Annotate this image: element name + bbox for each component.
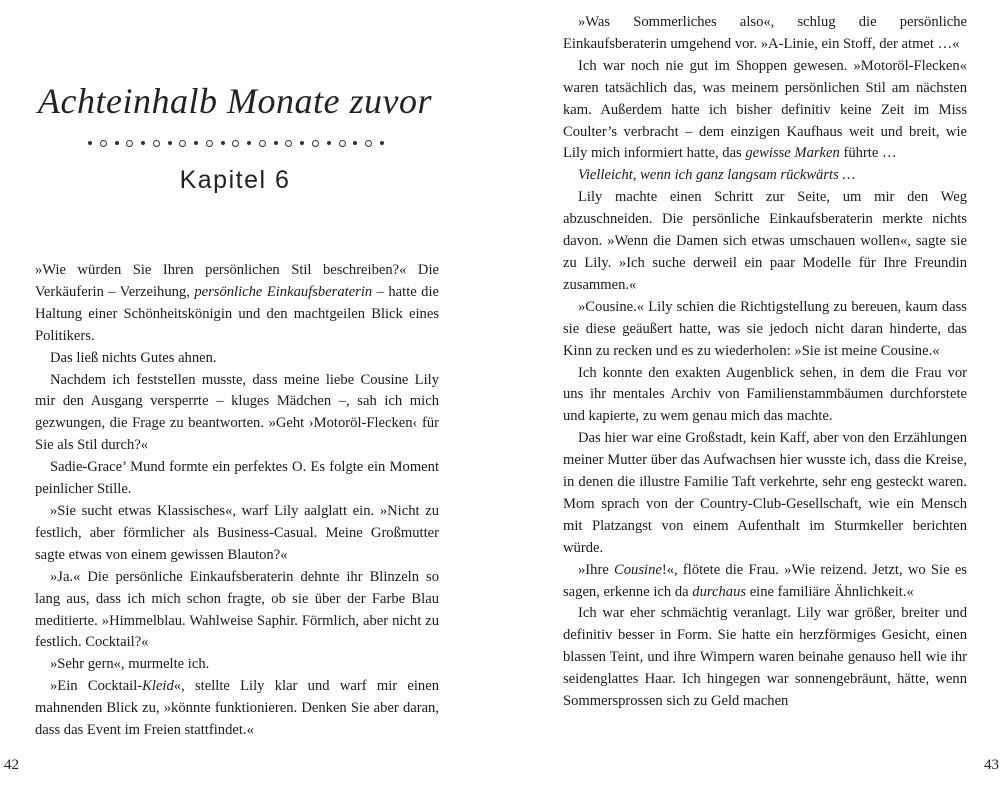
paragraph: »Wie würden Sie Ihren persönlichen Stil beschreiben?« Die Verkäuferin – Verzeihung, persönliche Einkaufsberaterin – hatte die Haltung einer Schönheitskönigin und den machtgeilen Blick eines Politikers. [35, 262, 439, 344]
body-text-right [563, 12, 967, 713]
paragraph: »Sehr gern«, murmelte ich. [50, 656, 210, 673]
paragraph: Das hier war eine Großstadt, kein Kaff, aber von den Erzählungen meiner Mutter über das Aufwachsen hier wusste ich, dass die Kreise, in denen die illustre Familie Taft verkehrte, sehr eng gesteckt waren. Mom sprach von der Country-Club-Gesellschaft, wie ein Mensch mit Platzangst von einem Aufenthalt im Sturmkeller berichten würde. [563, 430, 967, 556]
page-number: 43 [984, 757, 999, 773]
right-page [500, 0, 1000, 800]
paragraph: »Sie sucht etwas Klassisches«, warf Lily aalglatt ein. »Nicht zu festlich, aber förmlicher als Business-Casual. Meine Großmutter sagte etwas von einem gewissen Blauton?« [35, 502, 439, 563]
section-heading: Achteinhalb Monate zuvor [38, 81, 432, 121]
paragraph: »Ihre Cousine!«, flötete die Frau. »Wie reizend. Jetzt, wo Sie es sagen, erkenne ich da durchaus eine familiäre Ähnlichkeit.« [563, 561, 967, 600]
paragraph: »Cousine.« Lily schien die Richtigstellung zu bereuen, kaum dass sie diese geäußert hatte, was sie jedoch nicht daran hinderte, das Kinn zu recken und es zu wiederholen: »Sie ist meine Cousine.« [563, 298, 967, 359]
paragraph: Das ließ nichts Gutes ahnen. [50, 349, 217, 366]
paragraph: Ich war eher schmächtig veranlagt. Lily war größer, breiter und definitiv besser in Form. Sie hatte ein herzförmiges Gesicht, einen blassen Teint, und ihre Wimpern waren beinahe genauso hell wie ihr seidenglattes Haar. Ich hingegen war sonnengebräunt, hätte, wenn Sommersprossen sich zu Geld machen [563, 605, 967, 710]
paragraph: Lily machte einen Schritt zur Seite, um mir den Weg abzuschneiden. Die persönliche Einkaufsberaterin merkte nichts davon. »Wenn die Damen sich etwas umschauen wollen«, sagte sie zu Lily. »Ich suche derweil ein paar Modelle für Ihre Freundin zusammen.« [563, 189, 967, 293]
ornament-divider [88, 138, 384, 148]
paragraph: »Was Sommerliches also«, schlug die persönliche Einkaufsberaterin umgehend vor. »A-Linie, ein Stoff, der atmet …« [563, 14, 967, 52]
paragraph: Nachdem ich feststellen musste, dass meine liebe Cousine Lily mir den Ausgang versperrte – kluges Mädchen –, sah ich mich gezwungen, die Frage zu beantworten. »Geht ›Motoröl-Flecken‹ für Sie als Stil durch?« [35, 371, 439, 454]
paragraph: Ich war noch nie gut im Shoppen gewesen. »Motoröl-Flecken« waren tatsächlich das, was meinem persönlichen Stil am nächsten kam. Außerdem hatte ich bisher definitiv keine Zeit im Miss Coulter’s verbracht – dem einzigen Kaufhaus weit und breit, wie Lily mich informiert hatte, das gewisse Marken führte … [563, 57, 967, 162]
paragraph: Ich konnte den exakten Augenblick sehen, in dem die Frau vor uns ihr mentales Archiv von Familienstammbäumen durchforstete und kapierte, zu wem genau mich das machte. [563, 364, 967, 425]
paragraph: »Ein Cocktail-Kleid«, stellte Lily klar und warf mir einen mahnenden Blick zu, »könnte funktionieren. Denken Sie aber daran, dass das Event im Freien stattfindet.« [35, 678, 439, 739]
page-number: 42 [4, 757, 19, 773]
paragraph: Sadie-Grace’ Mund formte ein perfektes O. Es folgte ein Moment peinlicher Stille. [35, 459, 439, 498]
paragraph: »Ja.« Die persönliche Einkaufsberaterin dehnte ihr Blinzeln so lang aus, dass ich mich schon fragte, ob sie über der Farbe Blau meditierte. »Himmelblau. Wahlweise Saphir. Förmlich, aber nicht zu festlich. Cocktail?« [35, 568, 439, 651]
paragraph: Vielleicht, wenn ich ganz langsam rückwärts … [578, 167, 856, 184]
body-text-left [35, 260, 439, 742]
chapter-title: Kapitel 6 [179, 166, 291, 194]
